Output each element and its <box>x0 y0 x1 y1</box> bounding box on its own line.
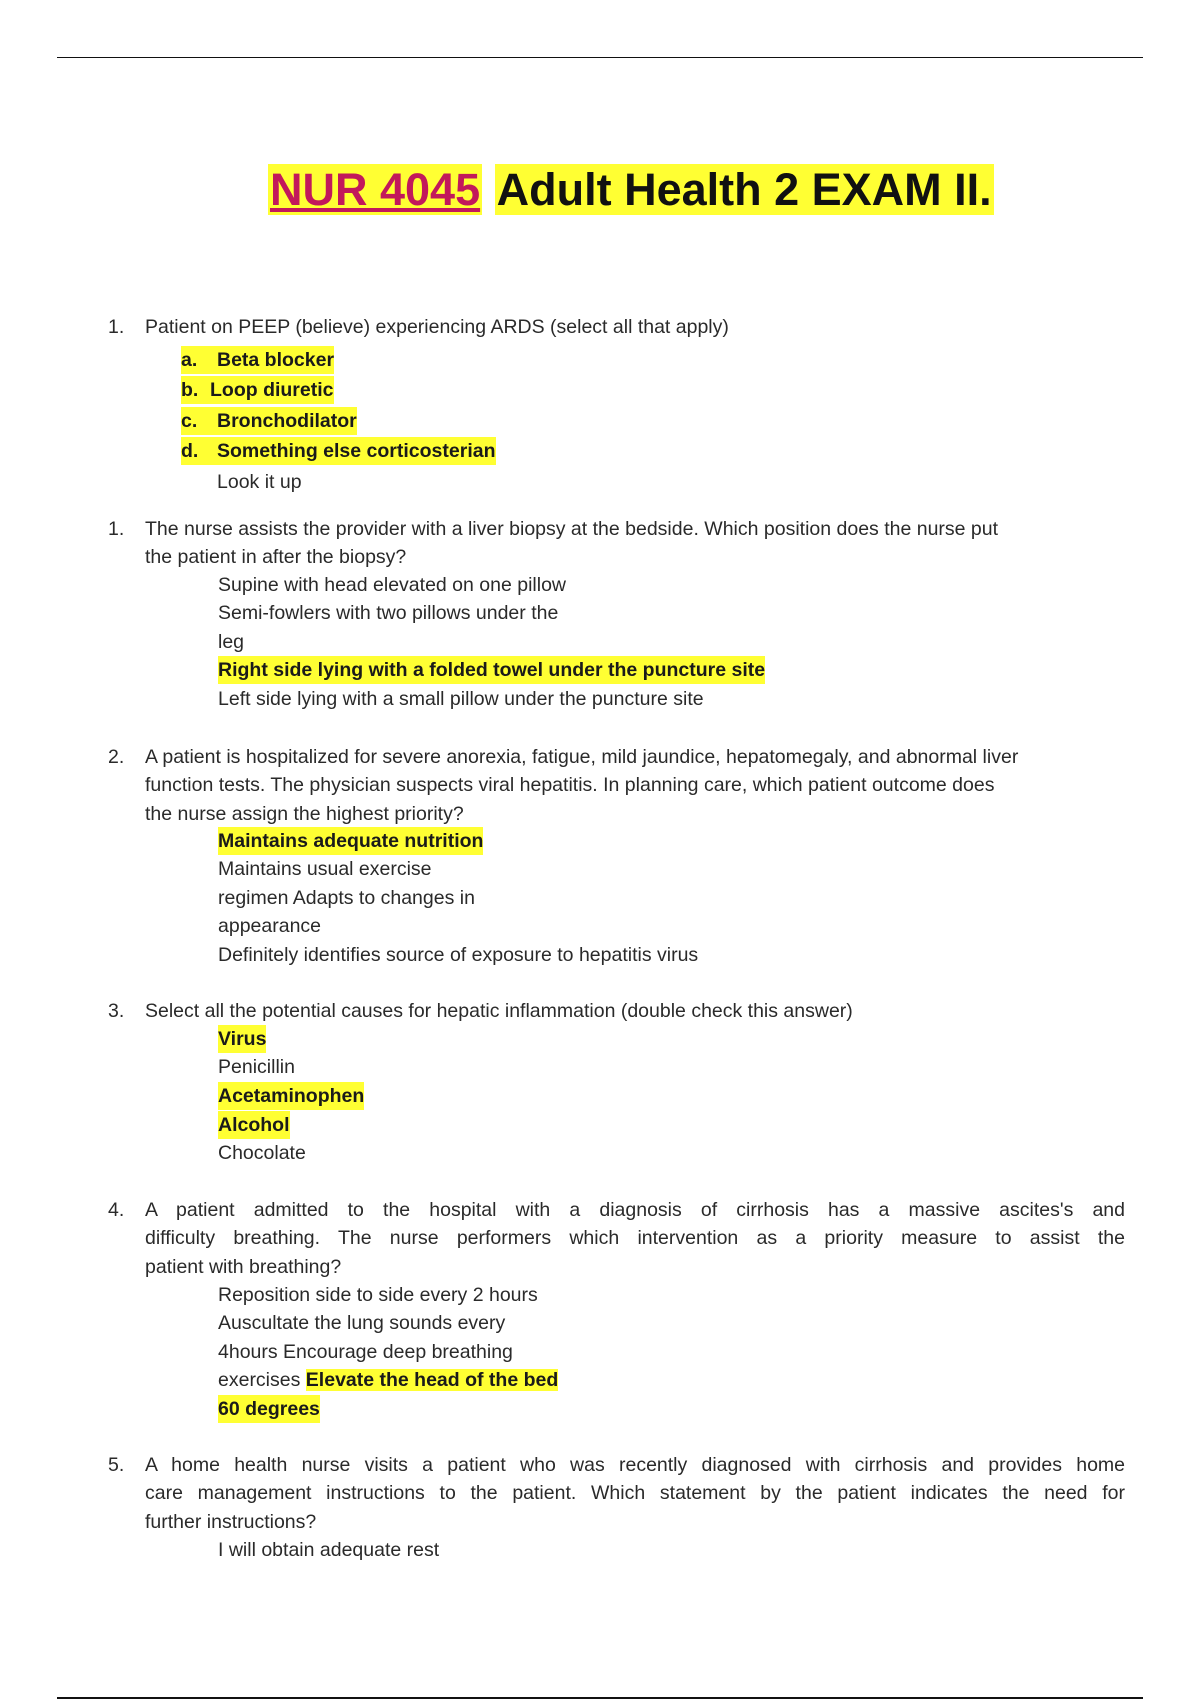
option-b: b. Loop diuretic <box>181 376 334 404</box>
question-text: Select all the potential causes for hepatic inflammation (double check this answer) <box>145 1000 853 1022</box>
option-line: Chocolate <box>218 1142 306 1164</box>
question-number: 2. <box>108 746 125 768</box>
course-code: NUR 4045 <box>270 164 481 215</box>
question-text: Patient on PEEP (believe) experiencing ARDS (select all that apply) <box>145 316 729 338</box>
question-number: 5. <box>108 1454 125 1476</box>
title-text: Adult Health 2 EXAM II. <box>496 164 992 215</box>
page-title <box>268 160 994 220</box>
correct-answer: 60 degrees <box>218 1395 320 1423</box>
option-line: Left side lying with a small pillow under the puncture site <box>218 688 704 710</box>
option-line: regimen Adapts to changes in <box>218 887 475 909</box>
option-line: Maintains usual exercise <box>218 858 432 880</box>
option-line: 4hours Encourage deep breathing <box>218 1341 513 1363</box>
correct-answer: Maintains adequate nutrition <box>218 827 483 855</box>
option-line: Reposition side to side every 2 hours <box>218 1284 538 1306</box>
option-d: d. Something else corticosterian <box>181 437 496 465</box>
question-number: 3. <box>108 1000 125 1022</box>
correct-answer: Virus <box>218 1025 266 1053</box>
question-text: The nurse assists the provider with a liver biopsy at the bedside. Which position does the nurse put the patient in after the biopsy? <box>145 518 999 569</box>
question-text: A patient admitted to the hospital with a diagnosis of cirrhosis has a massive ascites's and difficulty breathing. The nurse performers which intervention as a priority measure to assist the patient with breathing? <box>145 1199 1125 1278</box>
option-line: Semi-fowlers with two pillows under the <box>218 602 559 624</box>
option-line: leg <box>218 631 245 653</box>
option-line: Penicillin <box>218 1056 295 1078</box>
question-number: 1. <box>108 518 125 540</box>
correct-answer: Right side lying with a folded towel under the puncture site <box>218 656 765 684</box>
note: Look it up <box>217 471 302 493</box>
option-line: appearance <box>218 915 322 937</box>
question-number: 4. <box>108 1199 125 1221</box>
option-c: c. Bronchodilator <box>181 407 357 435</box>
bottom-rule <box>57 1697 1143 1699</box>
question-number: 1. <box>108 316 125 338</box>
correct-answer: Acetaminophen <box>218 1082 364 1110</box>
option-line: exercises Elevate the head of the bed <box>218 1369 559 1391</box>
option-line: I will obtain adequate rest <box>218 1539 440 1561</box>
question-text: A patient is hospitalized for severe anorexia, fatigue, mild jaundice, hepatomegaly, and abnormal liver function tests. The physician suspects viral hepatitis. In planning care, which patient outcome does the nurse assign the highest priority? <box>145 746 1019 825</box>
option-line: Auscultate the lung sounds every <box>218 1312 506 1334</box>
option-line: Definitely identifies source of exposure to hepatitis virus <box>218 944 699 966</box>
top-rule <box>57 57 1143 58</box>
option-line: Supine with head elevated on one pillow <box>218 574 567 596</box>
option-a: a. Beta blocker <box>181 346 334 374</box>
correct-answer: Alcohol <box>218 1111 290 1139</box>
correct-answer: Elevate the head of the bed <box>305 1369 559 1391</box>
question-text: A home health nurse visits a patient who was recently diagnosed with cirrhosis and provides home care management instructions to the patient. Which statement by the patient indicates the need for further instructions? <box>145 1454 1125 1533</box>
